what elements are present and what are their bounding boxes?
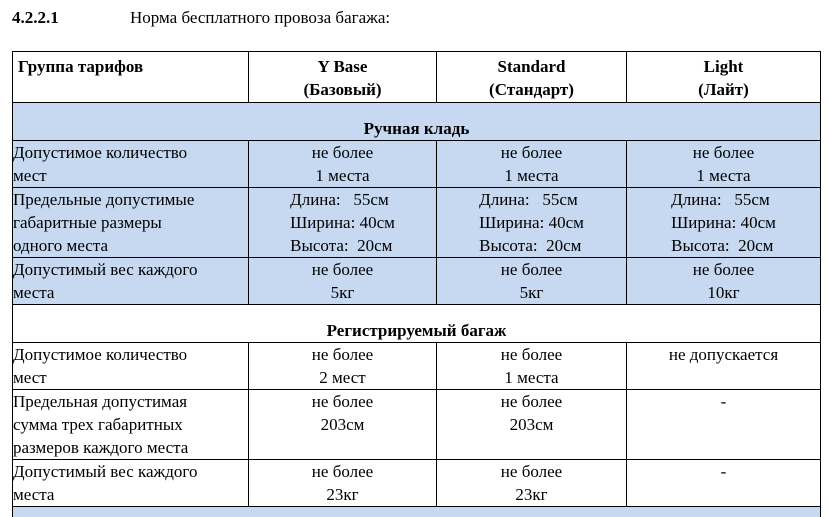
- table-continuation-row: [13, 507, 821, 517]
- section-title-checked-baggage: Регистрируемый багаж: [13, 305, 821, 343]
- row-label: Допустимое количество мест: [13, 141, 249, 188]
- cell-standard: не более 1 места: [437, 141, 627, 188]
- header-fare-light: Light (Лайт): [627, 52, 821, 103]
- row-label: Допустимый вес каждого места: [13, 460, 249, 507]
- cell-ybase: не более 23кг: [249, 460, 437, 507]
- section-title: Норма бесплатного провоза багажа:: [130, 8, 391, 27]
- table-row: [13, 390, 821, 460]
- cell-light: Длина: 55см Ширина: 40см Высота: 20см: [627, 188, 821, 258]
- section-title-hand-luggage: Ручная кладь: [13, 103, 821, 141]
- cell-standard: не более 5кг: [437, 258, 627, 305]
- table-row: [13, 258, 821, 305]
- continuation-band: [13, 507, 821, 517]
- table-row: [13, 343, 821, 390]
- cell-light: не более 10кг: [627, 258, 821, 305]
- cell-light: не допускается: [627, 343, 821, 390]
- baggage-allowance-table: [12, 51, 821, 517]
- cell-ybase: не более 2 мест: [249, 343, 437, 390]
- header-fare-group: Группа тарифов: [13, 52, 249, 103]
- cell-standard: не более 23кг: [437, 460, 627, 507]
- row-label: Предельные допустимые габаритные размеры одного места: [13, 188, 249, 258]
- row-label: Предельная допустимая сумма трех габаритных размеров каждого места: [13, 390, 249, 460]
- section-checked-baggage: [13, 305, 821, 343]
- header-fare-standard: Standard (Стандарт): [437, 52, 627, 103]
- cell-light: не более 1 места: [627, 141, 821, 188]
- cell-ybase: не более 1 места: [249, 141, 437, 188]
- table-row: [13, 141, 821, 188]
- cell-ybase: не более 5кг: [249, 258, 437, 305]
- table-header-row: [13, 52, 821, 103]
- cell-standard: не более 1 места: [437, 343, 627, 390]
- section-number: 4.2.2.1: [12, 8, 59, 27]
- cell-ybase: не более 203см: [249, 390, 437, 460]
- row-label: Допустимый вес каждого места: [13, 258, 249, 305]
- table-row: [13, 460, 821, 507]
- row-label: Допустимое количество мест: [13, 343, 249, 390]
- table-row: [13, 188, 821, 258]
- header-fare-ybase: Y Base (Базовый): [249, 52, 437, 103]
- cell-ybase: Длина: 55см Ширина: 40см Высота: 20см: [249, 188, 437, 258]
- cell-standard: не более 203см: [437, 390, 627, 460]
- section-hand-luggage: [13, 103, 821, 141]
- cell-light: -: [627, 460, 821, 507]
- cell-light: -: [627, 390, 821, 460]
- cell-standard: Длина: 55см Ширина: 40см Высота: 20см: [437, 188, 627, 258]
